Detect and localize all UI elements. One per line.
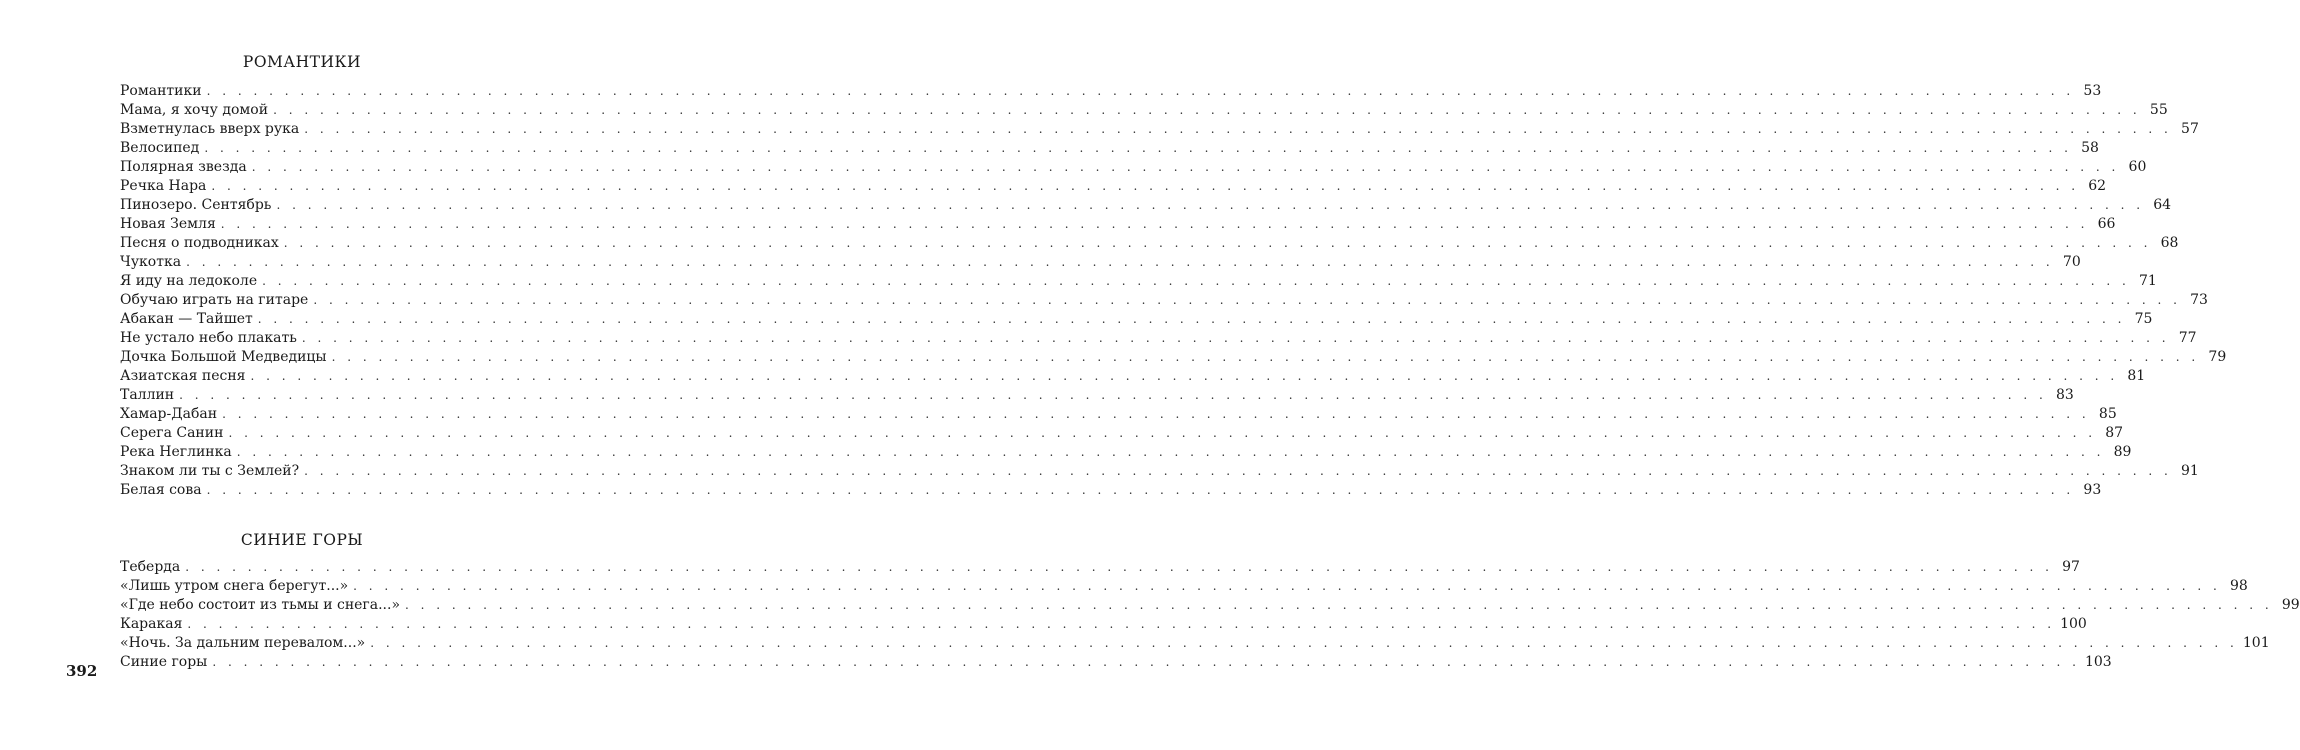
toc-dot-leader: . . . . . . . . . . . . . . . . . . . . . . . . . . . . . . . . . . . . . . . . . . . . . . . . . . . . . . . . . . . . . . . . . . . . . . . . . . . . . . . . . . . . . . . . . . . . . . . . . . . . . . . . . . . . . . . . . . . . . . . . xyxy=(273,103,2141,117)
toc-entry-title: Велосипед xyxy=(120,140,200,156)
toc-entry-title: Таллин xyxy=(120,387,175,403)
toc-entry-title: Теберда xyxy=(120,559,181,575)
toc-dot-leader: . . . . . . . . . . . . . . . . . . . . . . . . . . . . . . . . . . . . . . . . . . . . . . . . . . . . . . . . . . . . . . . . . . . . . . . . . . . . . . . . . . . . . . . . . . . . . . . . . . . . . . . . . . . . . . . . . . . . . . . . xyxy=(212,655,2080,669)
toc-entry-title: Абакан — Тайшет xyxy=(120,311,253,327)
toc-entry-page: 55 xyxy=(2149,102,2168,118)
toc-dot-leader: . . . . . . . . . . . . . . . . . . . . . . . . . . . . . . . . . . . . . . . . . . . . . . . . . . . . . . . . . . . . . . . . . . . . . . . . . . . . . . . . . . . . . . . . . . . . . . . . . . . . . . . . . . . . . . . . . . . . . . . . xyxy=(353,579,2221,593)
toc-dot-leader: . . . . . . . . . . . . . . . . . . . . . . . . . . . . . . . . . . . . . . . . . . . . . . . . . . . . . . . . . . . . . . . . . . . . . . . . . . . . . . . . . . . . . . . . . . . . . . . . . . . . . . . . . . . . . . . . . . . . . . . . xyxy=(179,388,2047,402)
toc-entry-title: «Лишь утром снега берегут...» xyxy=(120,578,349,594)
toc-entry xyxy=(120,177,2107,196)
toc-entry-title: Пинозеро. Сентябрь xyxy=(120,197,272,213)
toc-entry-page: 85 xyxy=(2098,406,2117,422)
toc-entry-page: 87 xyxy=(2105,425,2124,441)
toc-entry-title: Мама, я хочу домой xyxy=(120,102,269,118)
toc-entry-page: 60 xyxy=(2128,159,2147,175)
toc-entry-page: 81 xyxy=(2127,368,2146,384)
toc-entry xyxy=(120,615,2087,634)
toc-dot-leader: . . . . . . . . . . . . . . . . . . . . . . . . . . . . . . . . . . . . . . . . . . . . . . . . . . . . . . . . . . . . . . . . . . . . . . . . . . . . . . . . . . . . . . . . . . . . . . . . . . . . . . . . . . . . . . . . . . . . . . . . xyxy=(236,445,2105,459)
toc-entry-title: Знаком ли ты с Землей? xyxy=(120,463,300,479)
toc-dot-leader: . . . . . . . . . . . . . . . . . . . . . . . . . . . . . . . . . . . . . . . . . . . . . . . . . . . . . . . . . . . . . . . . . . . . . . . . . . . . . . . . . . . . . . . . . . . . . . . . . . . . . . . . . . . . . . . . . . . . . . . . xyxy=(186,255,2054,269)
toc-entry-title: Я иду на ледоколе xyxy=(120,273,258,289)
toc-entry xyxy=(120,215,2116,234)
toc-dot-leader: . . . . . . . . . . . . . . . . . . . . . . . . . . . . . . . . . . . . . . . . . . . . . . . . . . . . . . . . . . . . . . . . . . . . . . . . . . . . . . . . . . . . . . . . . . . . . . . . . . . . . . . . . . . . . . . . . . . . . . . . xyxy=(185,560,2053,574)
toc-entry-title: Серега Санин xyxy=(120,425,224,441)
toc-entry xyxy=(120,481,2102,500)
section-title-romantiki: РОМАНТИКИ xyxy=(242,53,362,71)
toc-entry xyxy=(120,101,2168,120)
toc-entry-title: Каракая xyxy=(120,616,183,632)
toc-entry xyxy=(120,139,2099,158)
toc-dot-leader: . . . . . . . . . . . . . . . . . . . . . . . . . . . . . . . . . . . . . . . . . . . . . . . . . . . . . . . . . . . . . . . . . . . . . . . . . . . . . . . . . . . . . . . . . . . . . . . . . . . . . . . . . . . . . . . . . . . . . . . . xyxy=(301,331,2170,345)
toc-entry xyxy=(120,234,2179,253)
toc-dot-leader: . . . . . . . . . . . . . . . . . . . . . . . . . . . . . . . . . . . . . . . . . . . . . . . . . . . . . . . . . . . . . . . . . . . . . . . . . . . . . . . . . . . . . . . . . . . . . . . . . . . . . . . . . . . . . . . . . . . . . . . . xyxy=(206,483,2075,497)
toc-entry-page: 53 xyxy=(2083,83,2102,99)
toc-entry xyxy=(120,558,2080,577)
toc-dot-leader: . . . . . . . . . . . . . . . . . . . . . . . . . . . . . . . . . . . . . . . . . . . . . . . . . . . . . . . . . . . . . . . . . . . . . . . . . . . . . . . . . . . . . . . . . . . . . . . . . . . . . . . . . . . . . . . . . . . . . . . . xyxy=(283,236,2152,250)
toc-entry xyxy=(120,158,2147,177)
toc-entry-title: Речка Нара xyxy=(120,178,207,194)
toc-entry xyxy=(120,443,2132,462)
toc-entry-title: Дочка Большой Медведицы xyxy=(120,349,327,365)
toc-dot-leader: . . . . . . . . . . . . . . . . . . . . . . . . . . . . . . . . . . . . . . . . . . . . . . . . . . . . . . . . . . . . . . . . . . . . . . . . . . . . . . . . . . . . . . . . . . . . . . . . . . . . . . . . . . . . . . . . . . . . . . . . xyxy=(304,122,2172,136)
toc-entry-page: 71 xyxy=(2138,273,2157,289)
toc-entry xyxy=(120,310,2153,329)
toc-entry-title: Полярная звезда xyxy=(120,159,247,175)
toc-entry-title: Белая сова xyxy=(120,482,202,498)
toc-dot-leader: . . . . . . . . . . . . . . . . . . . . . . . . . . . . . . . . . . . . . . . . . . . . . . . . . . . . . . . . . . . . . . . . . . . . . . . . . . . . . . . . . . . . . . . . . . . . . . . . . . . . . . . . . . . . . . . . . . . . . . . . xyxy=(304,464,2172,478)
toc-dot-leader: . . . . . . . . . . . . . . . . . . . . . . . . . . . . . . . . . . . . . . . . . . . . . . . . . . . . . . . . . . . . . . . . . . . . . . . . . . . . . . . . . . . . . . . . . . . . . . . . . . . . . . . . . . . . . . . . . . . . . . . . xyxy=(206,84,2075,98)
toc-list-romantiki xyxy=(120,82,2227,500)
toc-entry-page: 66 xyxy=(2097,216,2116,232)
toc-entry-title: Песня о подводниках xyxy=(120,235,279,251)
toc-entry-page: 101 xyxy=(2242,635,2270,651)
toc-entry xyxy=(120,272,2157,291)
toc-entry-page: 64 xyxy=(2153,197,2172,213)
toc-entry-title: Хамар-Дабан xyxy=(120,406,218,422)
toc-entry xyxy=(120,405,2117,424)
toc-entry-page: 83 xyxy=(2055,387,2074,403)
toc-entry xyxy=(120,120,2199,139)
toc-dot-leader: . . . . . . . . . . . . . . . . . . . . . . . . . . . . . . . . . . . . . . . . . . . . . . . . . . . . . . . . . . . . . . . . . . . . . . . . . . . . . . . . . . . . . . . . . . . . . . . . . . . . . . . . . . . . . . . . . . . . . . . . xyxy=(222,407,2090,421)
toc-entry-page: 89 xyxy=(2113,444,2132,460)
toc-entry-title: Азиатская песня xyxy=(120,368,246,384)
toc-entry xyxy=(120,196,2172,215)
toc-entry-title: Новая Земля xyxy=(120,216,216,232)
toc-entry-title: Река Неглинка xyxy=(120,444,232,460)
toc-dot-leader: . . . . . . . . . . . . . . . . . . . . . . . . . . . . . . . . . . . . . . . . . . . . . . . . . . . . . . . . . . . . . . . . . . . . . . . . . . . . . . . . . . . . . . . . . . . . . . . . . . . . . . . . . . . . . . . . . . . . . . . . xyxy=(228,426,2097,440)
toc-dot-leader: . . . . . . . . . . . . . . . . . . . . . . . . . . . . . . . . . . . . . . . . . . . . . . . . . . . . . . . . . . . . . . . . . . . . . . . . . . . . . . . . . . . . . . . . . . . . . . . . . . . . . . . . . . . . . . . . . . . . . . . . xyxy=(262,274,2130,288)
toc-entry xyxy=(120,82,2102,101)
toc-entry-page: 58 xyxy=(2081,140,2099,156)
toc-entry-page: 70 xyxy=(2062,254,2081,270)
toc-entry-page: 93 xyxy=(2083,482,2102,498)
toc-entry-title: Синие горы xyxy=(120,654,208,670)
toc-entry-page: 100 xyxy=(2060,616,2087,632)
toc-entry xyxy=(120,348,2227,367)
toc-entry xyxy=(120,577,2248,596)
section-title-sinie-gory: СИНИЕ ГОРЫ xyxy=(240,531,364,549)
page-number: 392 xyxy=(66,662,98,680)
toc-entry xyxy=(120,386,2074,405)
toc-entry-page: 68 xyxy=(2160,235,2179,251)
toc-entry-page: 79 xyxy=(2208,349,2227,365)
toc-entry-page: 99 xyxy=(2281,597,2300,613)
toc-dot-leader: . . . . . . . . . . . . . . . . . . . . . . . . . . . . . . . . . . . . . . . . . . . . . . . . . . . . . . . . . . . . . . . . . . . . . . . . . . . . . . . . . . . . . . . . . . . . . . . . . . . . . . . . . . . . . . . . . . . . . . . . xyxy=(211,179,2080,193)
toc-entry xyxy=(120,462,2199,481)
toc-entry-page: 77 xyxy=(2178,330,2197,346)
toc-dot-leader: . . . . . . . . . . . . . . . . . . . . . . . . . . . . . . . . . . . . . . . . . . . . . . . . . . . . . . . . . . . . . . . . . . . . . . . . . . . . . . . . . . . . . . . . . . . . . . . . . . . . . . . . . . . . . . . . . . . . . . . . xyxy=(257,312,2126,326)
toc-entry-page: 91 xyxy=(2180,463,2199,479)
toc-entry xyxy=(120,329,2197,348)
toc-dot-leader: . . . . . . . . . . . . . . . . . . . . . . . . . . . . . . . . . . . . . . . . . . . . . . . . . . . . . . . . . . . . . . . . . . . . . . . . . . . . . . . . . . . . . . . . . . . . . . . . . . . . . . . . . . . . . . . . . . . . . . . . xyxy=(276,198,2145,212)
toc-dot-leader: . . . . . . . . . . . . . . . . . . . . . . . . . . . . . . . . . . . . . . . . . . . . . . . . . . . . . . . . . . . . . . . . . . . . . . . . . . . . . . . . . . . . . . . . . . . . . . . . . . . . . . . . . . . . . . . . . . . . . . . . xyxy=(370,636,2238,650)
toc-entry-page: 75 xyxy=(2134,311,2153,327)
toc-entry-title: «Где небо состоит из тьмы и снега...» xyxy=(120,597,401,613)
toc-entry-page: 97 xyxy=(2062,559,2080,575)
toc-entry-title: Романтики xyxy=(120,83,202,99)
toc-entry-page: 98 xyxy=(2230,578,2248,594)
toc-dot-leader: . . . . . . . . . . . . . . . . . . . . . . . . . . . . . . . . . . . . . . . . . . . . . . . . . . . . . . . . . . . . . . . . . . . . . . . . . . . . . . . . . . . . . . . . . . . . . . . . . . . . . . . . . . . . . . . . . . . . . . . . xyxy=(250,369,2119,383)
toc-dot-leader: . . . . . . . . . . . . . . . . . . . . . . . . . . . . . . . . . . . . . . . . . . . . . . . . . . . . . . . . . . . . . . . . . . . . . . . . . . . . . . . . . . . . . . . . . . . . . . . . . . . . . . . . . . . . . . . . . . . . . . . . xyxy=(331,350,2200,364)
toc-entry-title: «Ночь. За дальним перевалом...» xyxy=(120,635,366,651)
toc-entry xyxy=(120,367,2146,386)
toc-entry xyxy=(120,253,2081,272)
toc-entry-page: 57 xyxy=(2181,121,2199,137)
toc-entry-page: 62 xyxy=(2088,178,2107,194)
toc-dot-leader: . . . . . . . . . . . . . . . . . . . . . . . . . . . . . . . . . . . . . . . . . . . . . . . . . . . . . . . . . . . . . . . . . . . . . . . . . . . . . . . . . . . . . . . . . . . . . . . . . . . . . . . . . . . . . . . . . . . . . . . . xyxy=(220,217,2089,231)
toc-entry-page: 73 xyxy=(2190,292,2208,308)
toc-dot-leader: . . . . . . . . . . . . . . . . . . . . . . . . . . . . . . . . . . . . . . . . . . . . . . . . . . . . . . . . . . . . . . . . . . . . . . . . . . . . . . . . . . . . . . . . . . . . . . . . . . . . . . . . . . . . . . . . . . . . . . . . xyxy=(405,598,2273,612)
toc-dot-leader: . . . . . . . . . . . . . . . . . . . . . . . . . . . . . . . . . . . . . . . . . . . . . . . . . . . . . . . . . . . . . . . . . . . . . . . . . . . . . . . . . . . . . . . . . . . . . . . . . . . . . . . . . . . . . . . . . . . . . . . . xyxy=(204,141,2072,155)
toc-entry xyxy=(120,596,2300,615)
toc-entry xyxy=(120,424,2124,443)
toc-entry xyxy=(120,291,2208,310)
toc-dot-leader: . . . . . . . . . . . . . . . . . . . . . . . . . . . . . . . . . . . . . . . . . . . . . . . . . . . . . . . . . . . . . . . . . . . . . . . . . . . . . . . . . . . . . . . . . . . . . . . . . . . . . . . . . . . . . . . . . . . . . . . . xyxy=(187,617,2056,631)
toc-entry-page: 103 xyxy=(2084,654,2112,670)
toc-entry-title: Обучаю играть на гитаре xyxy=(120,292,309,308)
toc-entry-title: Не устало небо плакать xyxy=(120,330,297,346)
toc-dot-leader: . . . . . . . . . . . . . . . . . . . . . . . . . . . . . . . . . . . . . . . . . . . . . . . . . . . . . . . . . . . . . . . . . . . . . . . . . . . . . . . . . . . . . . . . . . . . . . . . . . . . . . . . . . . . . . . . . . . . . . . . xyxy=(313,293,2181,307)
toc-entry-title: Взметнулась вверх рука xyxy=(120,121,300,137)
toc-entry-title: Чукотка xyxy=(120,254,182,270)
toc-dot-leader: . . . . . . . . . . . . . . . . . . . . . . . . . . . . . . . . . . . . . . . . . . . . . . . . . . . . . . . . . . . . . . . . . . . . . . . . . . . . . . . . . . . . . . . . . . . . . . . . . . . . . . . . . . . . . . . . . . . . . . . . xyxy=(251,160,2120,174)
toc-entry xyxy=(120,653,2112,672)
toc-list-sinie-gory xyxy=(120,558,2300,672)
toc-entry xyxy=(120,634,2270,653)
